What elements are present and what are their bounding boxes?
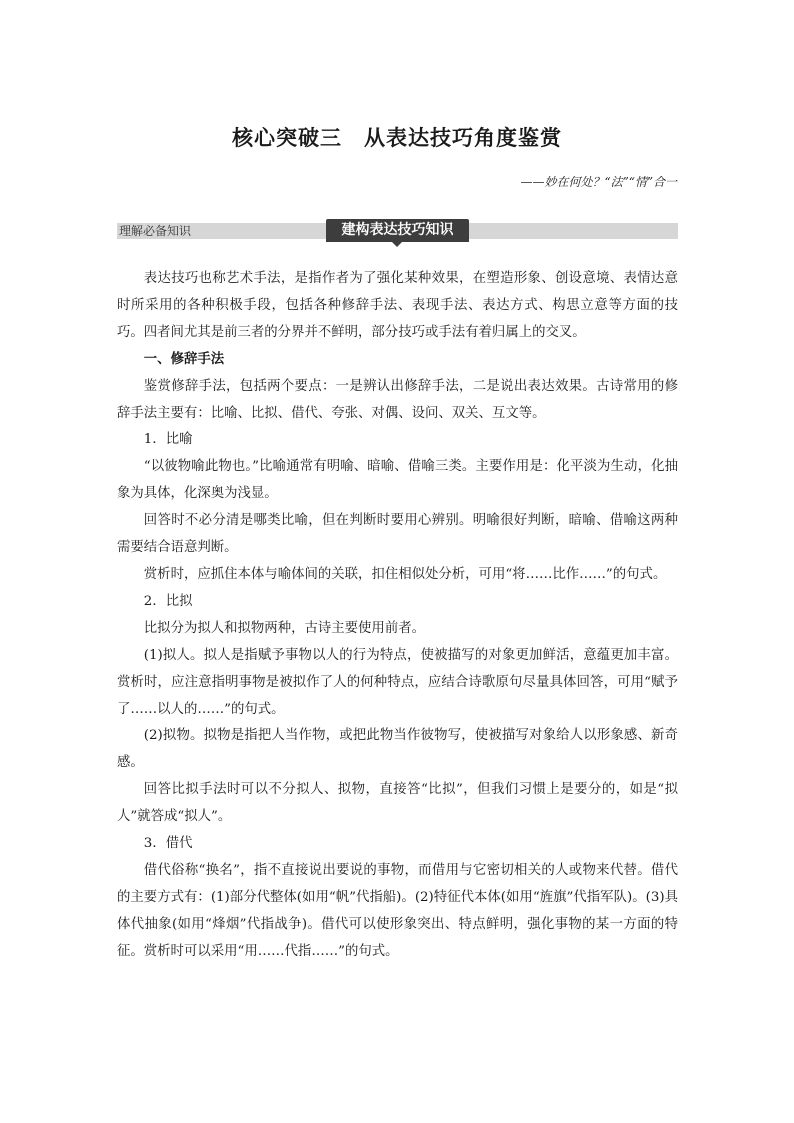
paragraph: 比拟分为拟人和拟物两种，古诗主要使用前者。 [143, 620, 425, 636]
intro-paragraph: 表达技巧也称艺术手法，是指作者为了强化某种效果，在塑造形象、创设意境、表情达意时所采用的各种积极手段，包括各种修辞手法、表现手法、表达方式、构思立意等方面的技巧。四者间尤其是前三者的分界并不鲜明，部分技巧或手法有着归属上的交叉。 [117, 271, 678, 340]
paragraph: (2)拟物。拟物是指把人当作物，或把此物当作彼物写，使被描写对象给人以形象感、新奇感。 [117, 728, 678, 771]
paragraph: “以彼物喻此物也。”比喻通常有明喻、暗喻、借喻三类。主要作用是：化平淡为生动，化抽象为具体，化深奥为浅显。 [117, 459, 678, 502]
subsection-heading: 2．比拟 [143, 593, 193, 609]
paragraph: 回答时不必分清是哪类比喻，但在判断时要用心辨别。明喻很好判断，暗喻、借喻这两种需要结合语意判断。 [117, 513, 678, 556]
subsection-heading: 1．比喻 [143, 432, 193, 448]
section-heading: 一、修辞手法 [143, 351, 225, 367]
section-tab: 建构表达技巧知识 [326, 219, 469, 242]
paragraph: 借代俗称“换名”，指不直接说出要说的事物，而借用与它密切相关的人或物来代替。借代的主要方式有：(1)部分代整体(如用“帆”代指船)。(2)特征代本体(如用“旌旗”代指军队)。(3)具体代抽象(如用“烽烟”代指战争)。借代可以使形象突出、特点鲜明，强化事物的某一方面的特征。赏析时可以采用“用……代指……”的句式。 [117, 862, 678, 959]
section-band-label: 理解必备知识 [119, 224, 192, 238]
body-text [117, 266, 678, 966]
page-title: 核心突破三 从表达技巧角度鉴赏 [232, 126, 562, 150]
page-subtitle: ——妙在何处？“法”“情”合一 [520, 175, 677, 189]
paragraph: (1)拟人。拟人是指赋予事物以人的行为特点，使被描写的对象更加鲜活，意蕴更加丰富。赏析时，应注意指明事物是被拟作了人的何种特点，应结合诗歌原句尽量具体回答，可用“赋予了……以人的……”的句式。 [117, 647, 678, 717]
paragraph: 赏析时，应抓住本体与喻体间的关联，扣住相似处分析，可用“将……比作……”的句式。 [143, 566, 667, 582]
subsection-heading: 3．借代 [143, 836, 193, 852]
paragraph: 回答比拟手法时可以不分拟人、拟物，直接答“比拟”，但我们习惯上是要分的，如是“拟人”就答成“拟人”。 [117, 782, 678, 825]
paragraph: 鉴赏修辞手法，包括两个要点：一是辨认出修辞手法，二是说出表达效果。古诗常用的修辞手法主要有：比喻、比拟、借代、夸张、对偶、设问、双关、互文等。 [117, 378, 678, 421]
